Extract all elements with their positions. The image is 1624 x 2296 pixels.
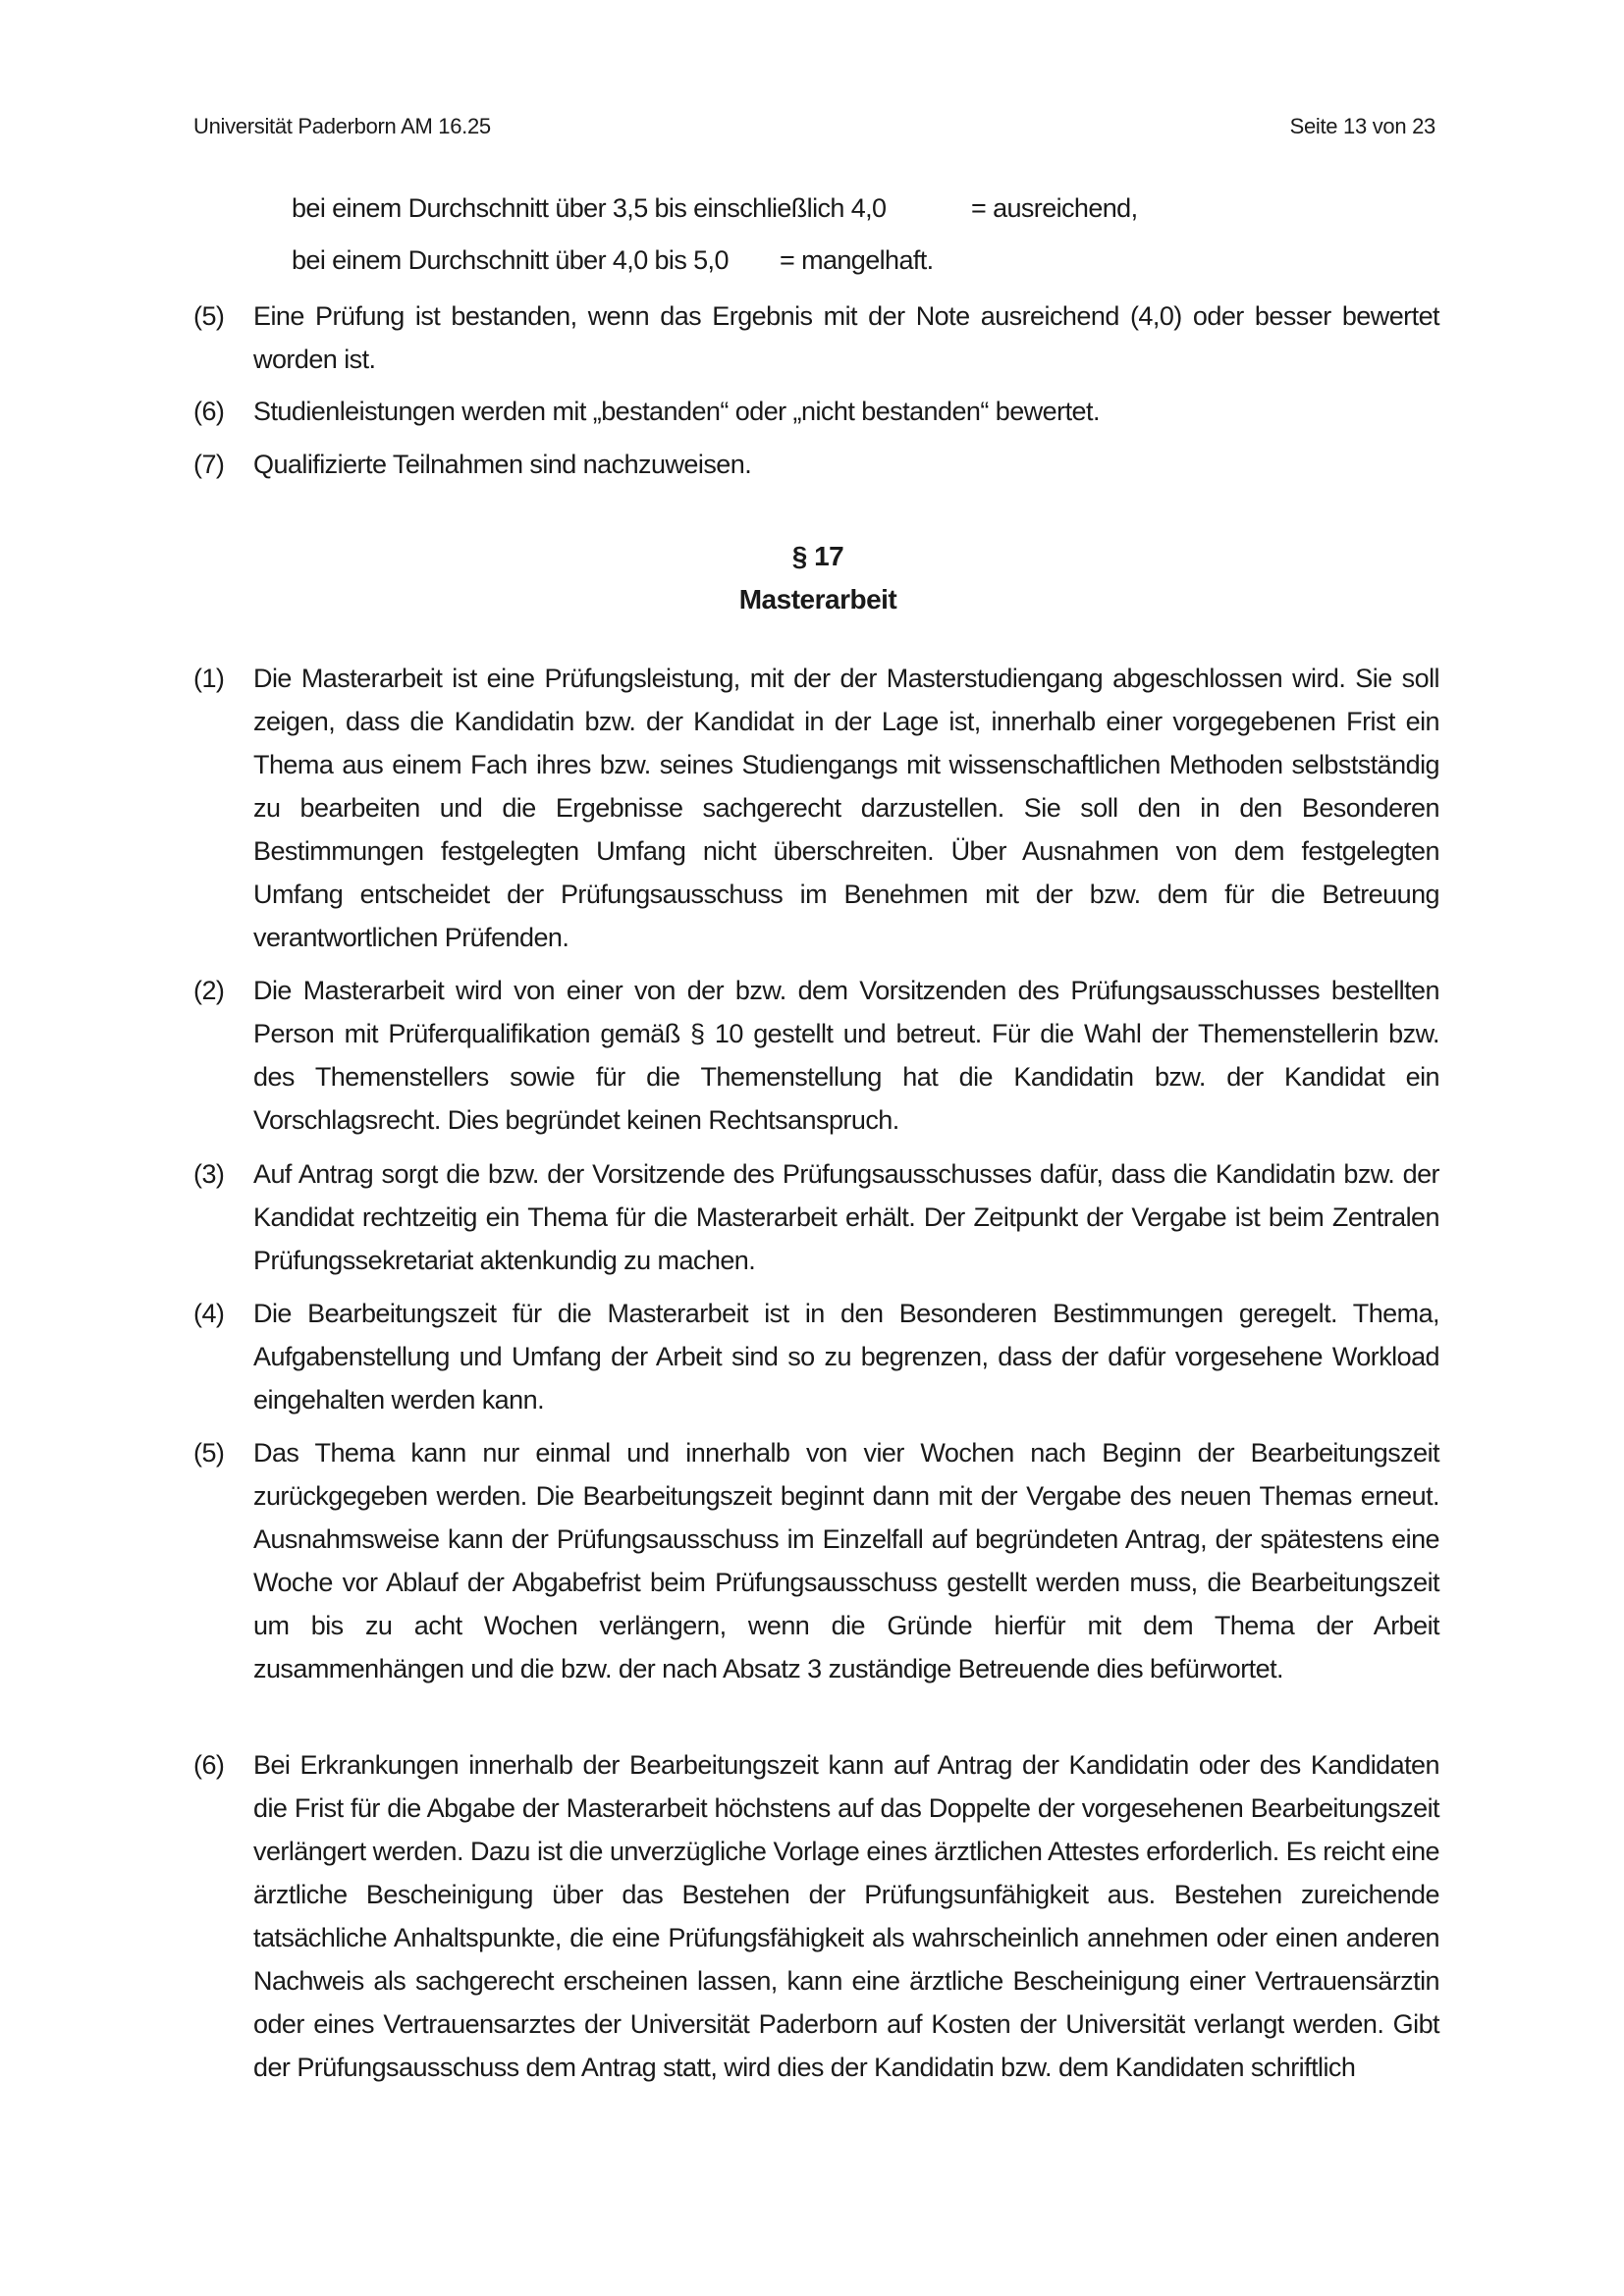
- paragraph-number: (4): [193, 1299, 225, 1328]
- paragraph-text: Die Bearbeitungszeit für die Masterarbeit ist in den Besonderen Bestimmungen geregelt. Thema, Aufgabenstellung und Umfang der Arbeit sind so zu begrenzen, dass der dafür vorgesehene Workload eingehalten werden kann.: [253, 1299, 1439, 1415]
- paragraph-2: [193, 969, 1439, 1142]
- paragraph-text: Eine Prüfung ist bestanden, wenn das Ergebnis mit der Note ausreichend (4,0) oder besser bewertet worden ist.: [253, 301, 1439, 374]
- grade-condition: bei einem Durchschnitt über 4,0 bis 5,0: [292, 245, 729, 275]
- grade-line: [292, 193, 1138, 224]
- paragraph-1: [193, 657, 1439, 959]
- paragraph-prev-6: [193, 390, 1439, 433]
- paragraph-3: [193, 1152, 1439, 1282]
- paragraph-prev-7: [193, 443, 1439, 486]
- paragraph-number: (3): [193, 1159, 225, 1189]
- section-title: Masterarbeit: [738, 584, 897, 614]
- grade-result: = ausreichend,: [971, 193, 1138, 223]
- paragraph-prev-5: [193, 294, 1439, 381]
- paragraph-4: [193, 1292, 1439, 1421]
- paragraph-text: Qualifizierte Teilnahmen sind nachzuweisen.: [253, 450, 752, 479]
- paragraph-number: (7): [193, 450, 225, 479]
- paragraph-text: Bei Erkrankungen innerhalb der Bearbeitungszeit kann auf Antrag der Kandidatin oder des Kandidaten die Frist für die Abgabe der Masterarbeit höchstens auf das Doppelte der vorgesehenen Bearbeitungszeit verlängert werden. Dazu ist die unverzügliche Vorlage eines ärztlichen Attestes erforderlich. Es reicht eine ärztliche Bescheinigung über das Bestehen der Prüfungsunfähigkeit aus. Bestehen zureichende tatsächliche Anhaltspunkte, die eine Prüfungsfähigkeit als wahrscheinlich annehmen oder einen anderen Nachweis als sachgerecht erscheinen lassen, kann eine ärztliche Bescheinigung einer Vertrauensärztin oder eines Vertrauensarztes der Universität Paderborn auf Kosten der Universität verlangt werden. Gibt der Prüfungsausschuss dem Antrag statt, wird dies der Kandidatin bzw. dem Kandidaten schriftlich: [253, 1750, 1439, 2082]
- paragraph-text: Studienleistungen werden mit „bestanden“ oder „nicht bestanden“ bewertet.: [253, 397, 1100, 426]
- header-document-id: Universität Paderborn AM 16.25: [193, 114, 491, 138]
- grade-line: [292, 245, 934, 276]
- paragraph-number: (5): [193, 301, 225, 331]
- paragraph-5: [193, 1431, 1439, 1690]
- grade-condition: bei einem Durchschnitt über 3,5 bis einschließlich 4,0: [292, 193, 887, 223]
- grade-result: = mangelhaft.: [780, 245, 934, 275]
- paragraph-text: Auf Antrag sorgt die bzw. der Vorsitzende des Prüfungsausschusses dafür, dass die Kandidatin bzw. der Kandidat rechtzeitig ein Thema für die Masterarbeit erhält. Der Zeitpunkt der Vergabe ist beim Zentralen Prüfungssekretariat aktenkundig zu machen.: [253, 1159, 1439, 1275]
- paragraph-text: Die Masterarbeit wird von einer von der bzw. dem Vorsitzenden des Prüfungsausschusses bestellten Person mit Prüferqualifikation gemäß § 10 gestellt und betreut. Für die Wahl der Themenstellerin bzw. des Themenstellers sowie für die Themenstellung hat die Kandidatin bzw. der Kandidat ein Vorschlagsrecht. Dies begründet keinen Rechtsanspruch.: [253, 976, 1439, 1135]
- section-number: § 17: [791, 541, 844, 571]
- paragraph-number: (2): [193, 976, 225, 1005]
- paragraph-text: Das Thema kann nur einmal und innerhalb von vier Wochen nach Beginn der Bearbeitungszeit zurückgegeben werden. Die Bearbeitungszeit beginnt dann mit der Vergabe des neuen Themas erneut. Ausnahmsweise kann der Prüfungsausschuss im Einzelfall auf begründeten Antrag, der spätestens eine Woche vor Ablauf der Abgabefrist beim Prüfungsausschuss gestellt werden muss, die Bearbeitungszeit um bis zu acht Wochen verlängern, wenn die Gründe hierfür mit dem Thema der Arbeit zusammenhängen und die bzw. der nach Absatz 3 zuständige Betreuende dies befürwortet.: [253, 1438, 1439, 1683]
- paragraph-number: (6): [193, 1750, 225, 1780]
- page-header: [193, 114, 1435, 139]
- header-page-number: Seite 13 von 23: [1289, 114, 1435, 138]
- paragraph-text: Die Masterarbeit ist eine Prüfungsleistung, mit der der Masterstudiengang abgeschlossen wird. Sie soll zeigen, dass die Kandidatin bzw. der Kandidat in der Lage ist, innerhalb einer vorgegebenen Frist ein Thema aus einem Fach ihres bzw. seines Studiengangs mit wissenschaftlichen Methoden selbstständig zu bearbeiten und die Ergebnisse sachgerecht darzustellen. Sie soll den in den Besonderen Bestimmungen festgelegten Umfang nicht überschreiten. Über Ausnahmen von dem festgelegten Umfang entscheidet der Prüfungsausschuss im Benehmen mit der bzw. dem für die Betreuung verantwortlichen Prüfenden.: [253, 664, 1439, 952]
- paragraph-number: (5): [193, 1438, 225, 1468]
- paragraph-number: (6): [193, 397, 225, 426]
- paragraph-number: (1): [193, 664, 225, 693]
- paragraph-6: [193, 1743, 1439, 2089]
